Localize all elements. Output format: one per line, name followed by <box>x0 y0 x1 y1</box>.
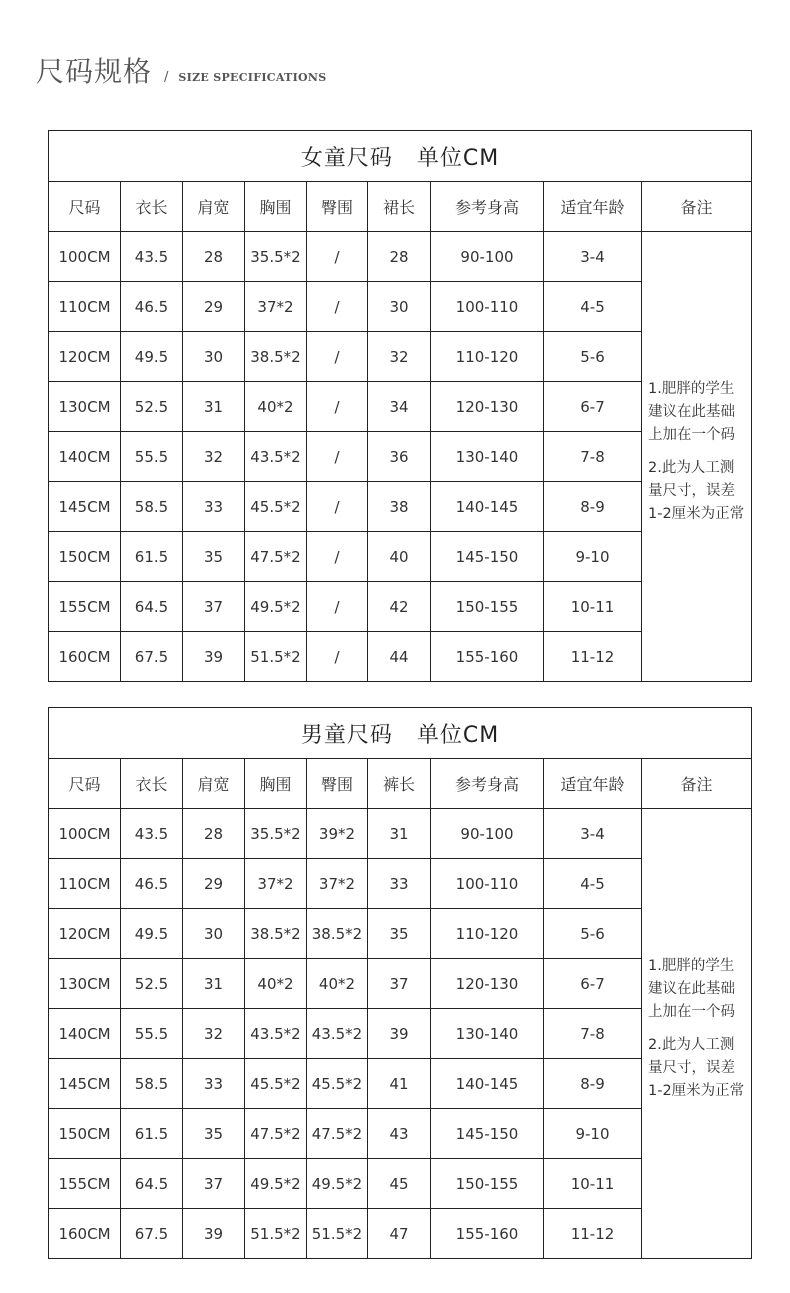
table-cell: 49.5 <box>121 332 183 382</box>
table-row <box>49 809 752 859</box>
table-cell: 160CM <box>49 632 121 682</box>
table-cell: / <box>307 332 368 382</box>
table-cell: 31 <box>368 809 431 859</box>
table-cell: 4-5 <box>544 859 642 909</box>
page-heading <box>36 50 327 90</box>
table-cell: 43.5*2 <box>245 1009 307 1059</box>
column-header: 适宜年龄 <box>544 182 642 232</box>
table-cell: 6-7 <box>544 382 642 432</box>
table-cell: 51.5*2 <box>307 1209 368 1259</box>
table-cell: 145CM <box>49 482 121 532</box>
table-cell: 39 <box>368 1009 431 1059</box>
table-cell: 8-9 <box>544 482 642 532</box>
table-cell: 35.5*2 <box>245 232 307 282</box>
table-cell: 61.5 <box>121 1109 183 1159</box>
table-cell: 61.5 <box>121 532 183 582</box>
table-cell: 45 <box>368 1159 431 1209</box>
table-cell: 52.5 <box>121 959 183 1009</box>
table-cell: 38.5*2 <box>307 909 368 959</box>
table-cell: 9-10 <box>544 532 642 582</box>
column-header: 肩宽 <box>183 182 245 232</box>
table-cell: / <box>307 582 368 632</box>
table-cell: 110CM <box>49 282 121 332</box>
column-header: 参考身高 <box>431 182 544 232</box>
table-cell: 67.5 <box>121 632 183 682</box>
table-cell: 39 <box>183 632 245 682</box>
table-cell: 150CM <box>49 532 121 582</box>
table-title-text: 女童尺码 <box>300 145 393 171</box>
table-cell: 155CM <box>49 1159 121 1209</box>
table-cell: 150-155 <box>431 1159 544 1209</box>
column-header: 衣长 <box>121 182 183 232</box>
table-cell: 64.5 <box>121 1159 183 1209</box>
table-cell: 28 <box>183 232 245 282</box>
note-text: 2.此为人工测量尺寸，误差1-2厘米为正常 <box>648 459 745 522</box>
table-cell: 45.5*2 <box>245 1059 307 1109</box>
column-header: 参考身高 <box>431 759 544 809</box>
table-cell: 45.5*2 <box>245 482 307 532</box>
header-row <box>49 759 752 809</box>
table-cell: / <box>307 432 368 482</box>
table-cell: 55.5 <box>121 1009 183 1059</box>
table-cell: 120CM <box>49 909 121 959</box>
table-cell: 130CM <box>49 382 121 432</box>
column-header: 肩宽 <box>183 759 245 809</box>
header-row <box>49 182 752 232</box>
heading-subtitle: SIZE SPECIFICATIONS <box>178 71 327 84</box>
table-cell: 120-130 <box>431 959 544 1009</box>
table-title <box>49 131 752 182</box>
girls-size-table <box>48 130 752 682</box>
table-unit-text: 单位CM <box>416 722 500 748</box>
table-cell: 6-7 <box>544 959 642 1009</box>
column-header: 胸围 <box>245 182 307 232</box>
table-cell: 32 <box>368 332 431 382</box>
table-cell: / <box>307 532 368 582</box>
table-cell: 100-110 <box>431 282 544 332</box>
note-text: 1.肥胖的学生建议在此基础上加在一个码 <box>648 380 735 443</box>
table-cell: 40*2 <box>245 382 307 432</box>
table-cell: 155-160 <box>431 1209 544 1259</box>
table-cell: 35 <box>368 909 431 959</box>
table-cell: 58.5 <box>121 482 183 532</box>
table-cell: 46.5 <box>121 859 183 909</box>
table-cell: 43.5 <box>121 809 183 859</box>
boys-size-table <box>48 707 752 1259</box>
table-cell: 120-130 <box>431 382 544 432</box>
table-cell: 5-6 <box>544 909 642 959</box>
table-cell: 43 <box>368 1109 431 1159</box>
table-cell: 5-6 <box>544 332 642 382</box>
column-header: 臀围 <box>307 759 368 809</box>
table-cell: 3-4 <box>544 809 642 859</box>
table-cell: 28 <box>368 232 431 282</box>
table-cell: 31 <box>183 959 245 1009</box>
note-text: 2.此为人工测量尺寸，误差1-2厘米为正常 <box>648 1036 745 1099</box>
notes-cell <box>642 232 752 682</box>
table-cell: 11-12 <box>544 632 642 682</box>
table-cell: 29 <box>183 859 245 909</box>
table-cell: 58.5 <box>121 1059 183 1109</box>
table-cell: 140CM <box>49 432 121 482</box>
table-cell: 3-4 <box>544 232 642 282</box>
table-cell: 100CM <box>49 232 121 282</box>
table-cell: 7-8 <box>544 1009 642 1059</box>
column-header: 臀围 <box>307 182 368 232</box>
table-cell: 110-120 <box>431 332 544 382</box>
table-cell: 40*2 <box>307 959 368 1009</box>
table-cell: 140-145 <box>431 1059 544 1109</box>
column-header: 裙长 <box>368 182 431 232</box>
table-cell: 90-100 <box>431 232 544 282</box>
table-cell: 35 <box>183 532 245 582</box>
table-cell: / <box>307 632 368 682</box>
table-title <box>49 708 752 759</box>
table-cell: 30 <box>183 332 245 382</box>
table-cell: 32 <box>183 432 245 482</box>
table-cell: / <box>307 382 368 432</box>
table-cell: / <box>307 232 368 282</box>
table-cell: 51.5*2 <box>245 1209 307 1259</box>
table-row <box>49 232 752 282</box>
table-cell: 37 <box>183 582 245 632</box>
table-cell: 40 <box>368 532 431 582</box>
table-cell: 130-140 <box>431 1009 544 1059</box>
table-cell: 37*2 <box>245 859 307 909</box>
table-cell: 140-145 <box>431 482 544 532</box>
table-cell: 35.5*2 <box>245 809 307 859</box>
table-cell: 110CM <box>49 859 121 909</box>
table-cell: 10-11 <box>544 582 642 632</box>
table-cell: 49.5*2 <box>307 1159 368 1209</box>
column-header: 备注 <box>642 182 752 232</box>
table-cell: 11-12 <box>544 1209 642 1259</box>
table-cell: 52.5 <box>121 382 183 432</box>
column-header: 备注 <box>642 759 752 809</box>
table-cell: 33 <box>183 482 245 532</box>
table-cell: 39*2 <box>307 809 368 859</box>
table-cell: 38.5*2 <box>245 909 307 959</box>
table-cell: 140CM <box>49 1009 121 1059</box>
table-cell: 41 <box>368 1059 431 1109</box>
table-cell: 33 <box>368 859 431 909</box>
table-cell: 37*2 <box>245 282 307 332</box>
table-cell: 37 <box>368 959 431 1009</box>
table-cell: 145-150 <box>431 1109 544 1159</box>
heading-title: 尺码规格 <box>36 55 153 88</box>
table-cell: 67.5 <box>121 1209 183 1259</box>
table-cell: 45.5*2 <box>307 1059 368 1109</box>
column-header: 适宜年龄 <box>544 759 642 809</box>
table-cell: 36 <box>368 432 431 482</box>
column-header: 尺码 <box>49 182 121 232</box>
column-header: 尺码 <box>49 759 121 809</box>
table-cell: 155-160 <box>431 632 544 682</box>
table-cell: 37 <box>183 1159 245 1209</box>
table-cell: 44 <box>368 632 431 682</box>
table-cell: 37*2 <box>307 859 368 909</box>
table-cell: 30 <box>368 282 431 332</box>
table-cell: 28 <box>183 809 245 859</box>
table-cell: 39 <box>183 1209 245 1259</box>
table-cell: / <box>307 282 368 332</box>
table-cell: 35 <box>183 1109 245 1159</box>
table-cell: 9-10 <box>544 1109 642 1159</box>
table-cell: 150-155 <box>431 582 544 632</box>
notes-cell <box>642 809 752 1259</box>
table-cell: 49.5*2 <box>245 1159 307 1209</box>
table-cell: 43.5 <box>121 232 183 282</box>
table-cell: 150CM <box>49 1109 121 1159</box>
table-cell: 47.5*2 <box>245 1109 307 1159</box>
table-cell: 64.5 <box>121 582 183 632</box>
table-cell: 38 <box>368 482 431 532</box>
table-cell: 51.5*2 <box>245 632 307 682</box>
column-header: 胸围 <box>245 759 307 809</box>
table-cell: 40*2 <box>245 959 307 1009</box>
table-cell: / <box>307 482 368 532</box>
table-cell: 130-140 <box>431 432 544 482</box>
table-cell: 30 <box>183 909 245 959</box>
table-cell: 110-120 <box>431 909 544 959</box>
column-header: 衣长 <box>121 759 183 809</box>
table-cell: 42 <box>368 582 431 632</box>
table-cell: 160CM <box>49 1209 121 1259</box>
table-cell: 7-8 <box>544 432 642 482</box>
table-cell: 130CM <box>49 959 121 1009</box>
table-cell: 38.5*2 <box>245 332 307 382</box>
table-cell: 33 <box>183 1059 245 1109</box>
table-cell: 55.5 <box>121 432 183 482</box>
table-cell: 145-150 <box>431 532 544 582</box>
table-cell: 43.5*2 <box>245 432 307 482</box>
table-cell: 47 <box>368 1209 431 1259</box>
table-cell: 49.5*2 <box>245 582 307 632</box>
table-cell: 100CM <box>49 809 121 859</box>
table-cell: 8-9 <box>544 1059 642 1109</box>
table-cell: 145CM <box>49 1059 121 1109</box>
table-cell: 34 <box>368 382 431 432</box>
table-cell: 47.5*2 <box>245 532 307 582</box>
table-cell: 90-100 <box>431 809 544 859</box>
table-unit-text: 单位CM <box>416 145 500 171</box>
table-title-text: 男童尺码 <box>300 722 393 748</box>
note-text: 1.肥胖的学生建议在此基础上加在一个码 <box>648 957 735 1020</box>
column-header: 裤长 <box>368 759 431 809</box>
table-cell: 120CM <box>49 332 121 382</box>
table-cell: 43.5*2 <box>307 1009 368 1059</box>
table-cell: 155CM <box>49 582 121 632</box>
table-cell: 29 <box>183 282 245 332</box>
table-cell: 47.5*2 <box>307 1109 368 1159</box>
table-cell: 46.5 <box>121 282 183 332</box>
table-cell: 4-5 <box>544 282 642 332</box>
table-cell: 31 <box>183 382 245 432</box>
table-cell: 100-110 <box>431 859 544 909</box>
heading-separator: / <box>164 70 169 85</box>
table-cell: 49.5 <box>121 909 183 959</box>
table-cell: 10-11 <box>544 1159 642 1209</box>
table-cell: 32 <box>183 1009 245 1059</box>
